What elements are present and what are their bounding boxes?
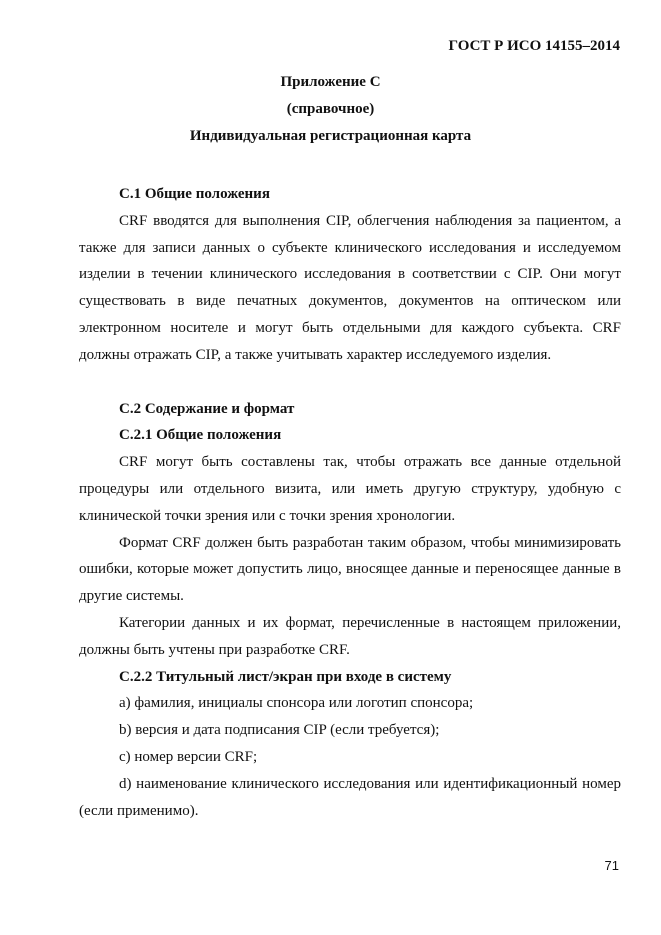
appendix-type: (справочное) xyxy=(286,101,375,117)
appendix-title: Приложение С xyxy=(280,74,381,90)
section-c2-1-paragraph-2: Формат CRF должен быть разработан таким образом, чтобы минимизировать ошибки, которые может допустить лицо, вносящее данные и переносящее данные в другие системы. xyxy=(79,534,621,605)
section-c2-heading: С.2 Содержание и формат xyxy=(119,400,295,417)
list-item-d: d) наименование клинического исследования или идентификационный номер (если применимо). xyxy=(79,775,621,819)
section-c2-1-heading: С.2.1 Общие положения xyxy=(119,427,282,444)
section-c2-2-heading: С.2.2 Титульный лист/экран при входе в систему xyxy=(119,668,452,685)
section-c2-1-paragraph-3: Категории данных и их формат, перечисленные в настоящем приложении, должны быть учтены при разработке CRF. xyxy=(79,614,621,658)
appendix-name: Индивидуальная регистрационная карта xyxy=(189,128,472,144)
section-c2-1-paragraph-1: CRF могут быть составлены так, чтобы отражать все данные отдельной процедуры или отдельного визита, или иметь другую структуру, удобную с клинической точки зрения или с точки зрения хронологии. xyxy=(79,454,621,524)
section-c1-heading: С.1 Общие положения xyxy=(119,186,270,202)
section-c1-text: CRF вводятся для выполнения CIP, облегчения наблюдения за пациентом, а также для записи данных о субъекте клинического исследования и исследуемом изделии в течении клинического исследования в соответствии с CIP. Они могут существовать в виде печатных документов, документов на оптическом или электронном носителе и могут быть отдельными для каждого субъекта. CRF должны отражать CIP, а также учитывать характер исследуемого изделия. xyxy=(79,212,621,363)
section-spacer xyxy=(79,369,621,396)
document-body xyxy=(79,181,621,824)
list-item-c: с) номер версии CRF; xyxy=(119,748,258,765)
list-item-a: а) фамилия, инициалы спонсора или логотип спонсора; xyxy=(119,695,474,712)
page-number: 71 xyxy=(604,858,619,873)
list-item-b: b) версия и дата подписания CIP (если требуется); xyxy=(119,722,440,739)
standard-header: ГОСТ Р ИСО 14155–2014 xyxy=(448,38,620,54)
